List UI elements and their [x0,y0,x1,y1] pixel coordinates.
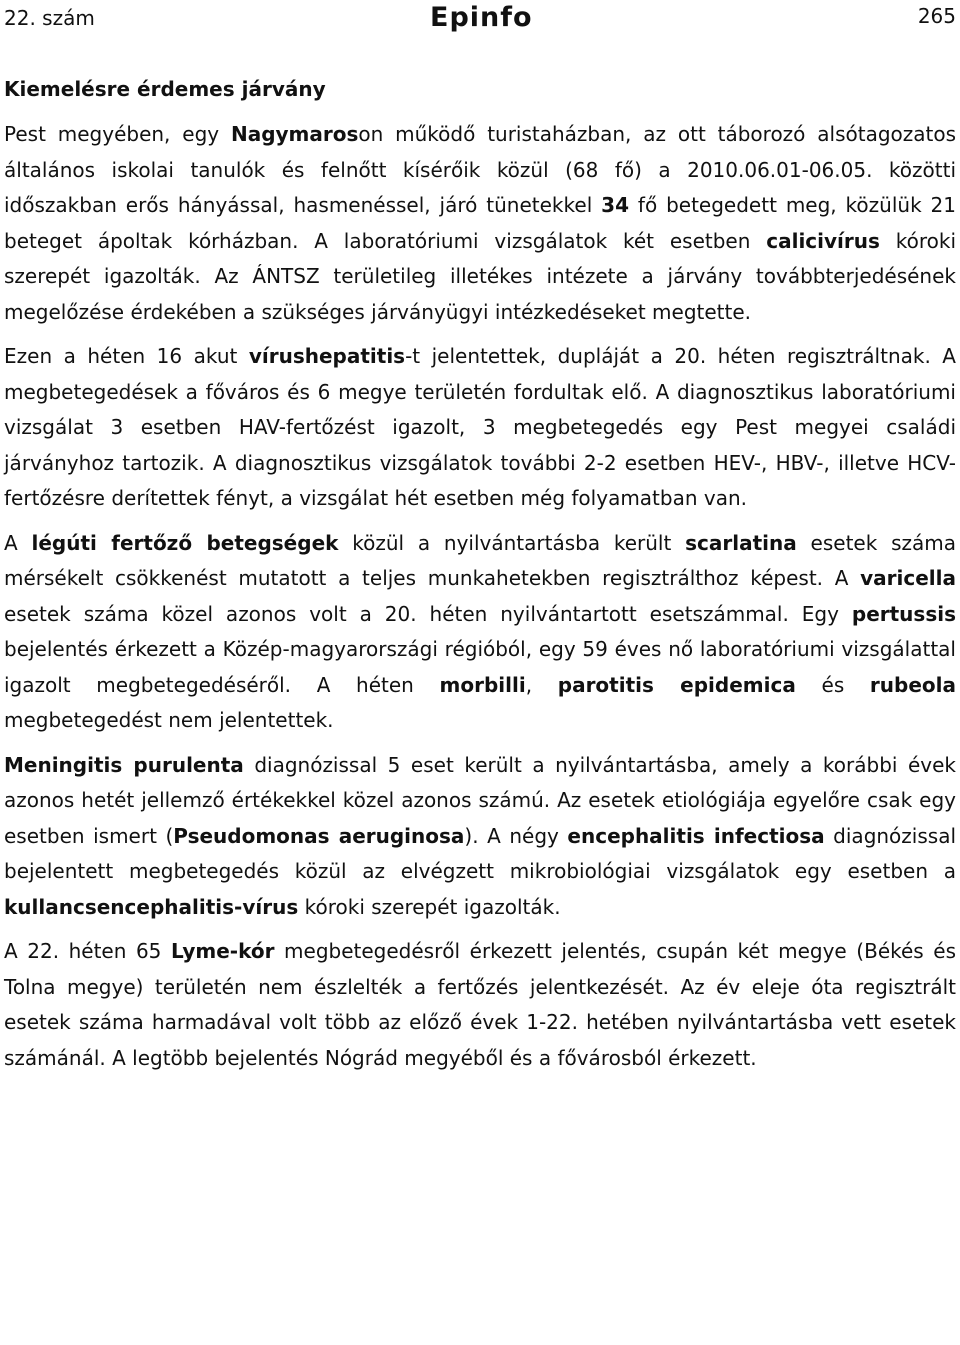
text-run: A [4,530,32,555]
paragraph [4,934,956,1076]
bold-term: Lyme-kór [170,939,275,963]
text-run: fő betegedett meg, közülük 21 beteget ápoltak kórházban. A laboratóriumi vizsgálatok két esetben [4,193,957,253]
paragraph [4,748,956,926]
text-run: -t jelentettek, dupláját a 20. héten regisztráltnak. A megbetegedések a főváros és 6 megye területén fordultak elő. A diagnosztikus laboratóriumi vizsgálat 3 esetben HAV-fertőzést igazolt, 3 megbetegedés egy Pest megyei családi járványhoz tartozik. A diagnosztikus vizsgálatok további 2-2 esetben HEV-, HBV-, illetve HCV-fertőzésre derítettek fényt, a vizsgálat hét esetben még folyamatban van. [4,344,956,510]
bold-term: scarlatina [685,530,797,555]
bold-term: Nagymaros [230,122,359,146]
bold-term: calicivírus [766,228,880,253]
text-run: Ezen a héten 16 akut [4,344,249,368]
bold-term: légúti fertőző betegségek [31,530,339,555]
text-run: és [795,672,870,697]
article-body [4,72,956,1085]
text-run: on működő turistaházban, az ott táborozó alsótagozatos általános iskolai tanulók és felnőtt kísérőik közül (68 fő) a 2010.06.01-06.05. közötti időszakban erős hányással, hasmenéssel, járó tünetekkel [4,122,957,217]
section-heading: Kiemelésre érdemes járvány [4,77,326,101]
paragraph [4,117,956,330]
text-run: bejelentés érkezett a Közép-magyarországi régióból, egy 59 éves nő laboratóriumi vizsgálattal igazolt megbetegedéséről. A héten [4,637,956,697]
paragraph [4,526,956,739]
bold-term: pertussis [851,601,956,626]
page-header [0,2,960,40]
text-run: megbetegedésről érkezett jelentés, csupán két megye (Békés és Tolna megye) területén nem észlelték a fertőzés jelentkezését. Az év eleje óta regisztrált esetek száma harmadával volt több az előző évek 1-22. hetében nyilvántartásba vett esetek számánál. A legtöbb bejelentés Nógrád megyéből és a fővárosból érkezett. [4,939,956,1070]
page-number: 265 [917,4,956,28]
bold-term: varicella [860,566,956,590]
text-run: esetek száma mérsékelt csökkenést mutatott a teljes munkahetekben regisztrálthoz képest. A [4,530,956,590]
text-run: kóroki szerepét igazolták. [298,894,561,919]
bold-term: Pseudomonas aeruginosa [173,823,465,848]
text-run: , [525,672,558,697]
text-run: diagnózissal 5 eset került a nyilvántartásba, amely a korábbi évek azonos hetét jellemző értékekkel közel azonos számú. Az esetek etiológiája egyelőre csak egy esetben ismert ( [4,752,956,848]
text-run: diagnózissal bejelentett megbetegedés közül az elvégzett mikrobiológiai vizsgálatok egy esetben a [4,823,957,883]
text-run: A 22. héten 65 [4,939,171,963]
bold-term: rubeola [869,672,956,697]
text-run: megbetegedést nem jelentettek. [4,708,334,732]
text-run: esetek száma közel azonos volt a 20. héten nyilvántartott esetszámmal. Egy [4,601,852,626]
bold-term: parotitis epidemica [557,672,796,697]
text-run: ). A négy [464,823,568,848]
bold-term: kullancsencephalitis-vírus [4,894,299,919]
paragraph [4,339,956,517]
text-run: közül a nyilvántartásba került [338,530,686,555]
bold-term: encephalitis infectiosa [567,823,825,848]
text-run: kóroki szerepét igazolták. Az ÁNTSZ területileg illetékes intézete a járvány továbbterjedésének megelőzése érdekében a szükséges járványügyi intézkedéseket megtette. [4,228,957,324]
text-run: Pest megyében, egy [4,122,231,146]
bold-term: 34 [601,193,629,217]
bold-term: morbilli [439,672,526,697]
issue-number: 22. szám [4,6,95,30]
brand-logo: Epinfo [430,2,533,33]
bold-term: vírushepatitis [248,344,406,368]
bold-term: Meningitis purulenta [4,752,244,777]
